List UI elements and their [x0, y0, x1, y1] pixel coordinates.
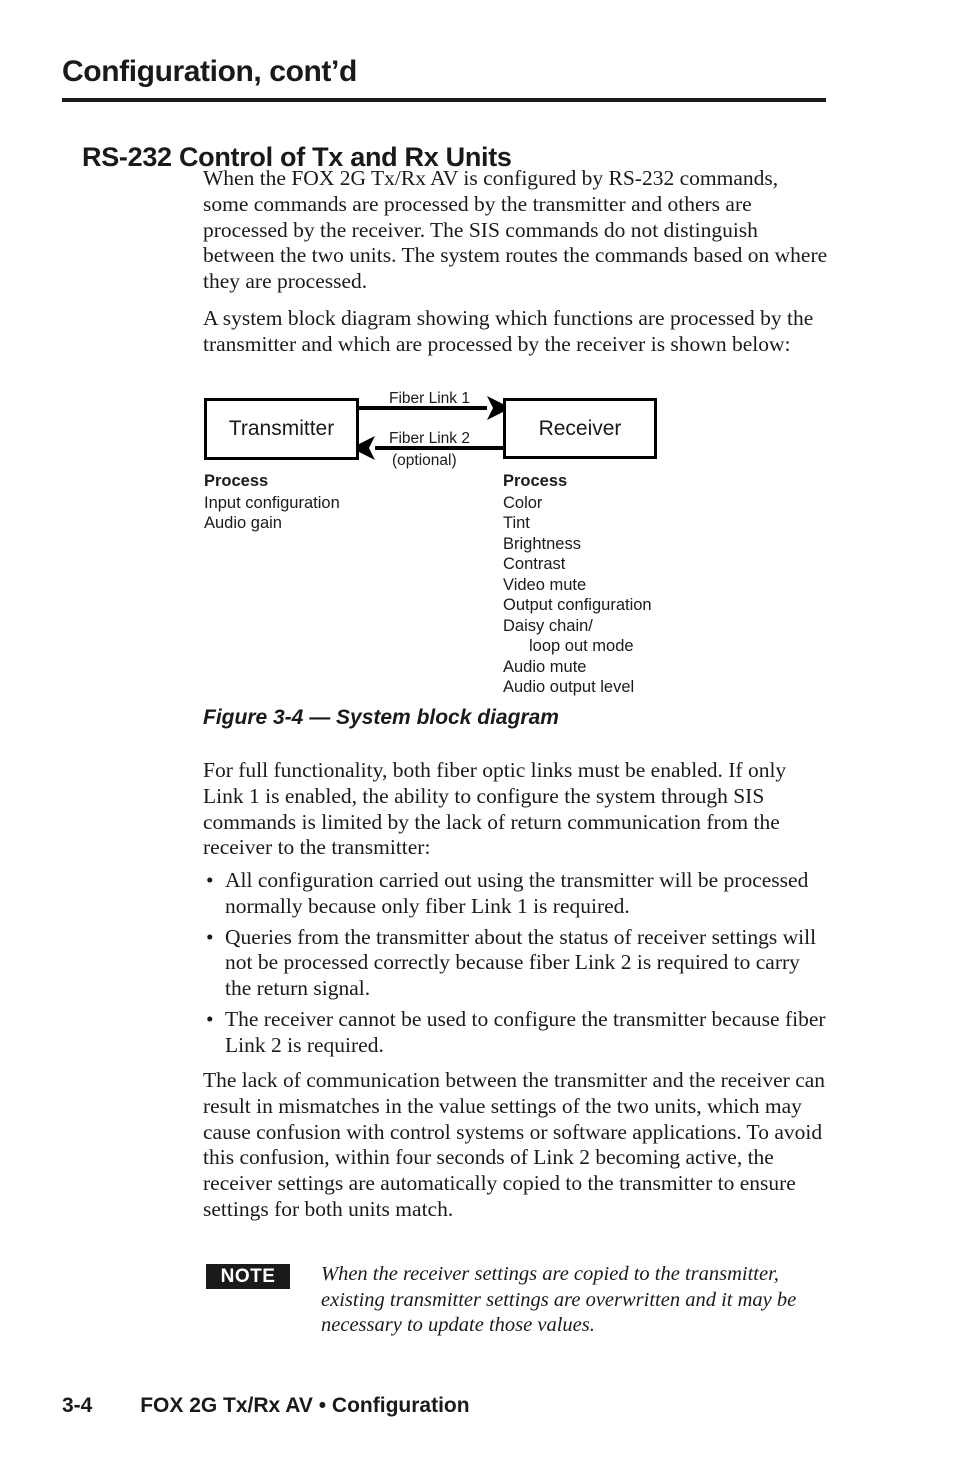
list-item-text: All configuration carried out using the transmitter will be processed normally because only fiber Link 1 is required. [225, 868, 809, 918]
list-item [203, 925, 828, 1002]
list-item [203, 868, 828, 920]
receiver-process-item: Color [503, 493, 543, 512]
list-item [203, 1007, 828, 1059]
limitations-bullet-list [203, 868, 828, 1064]
header-divider-rule [62, 98, 826, 102]
footer-page-number: 3-4 [62, 1394, 93, 1417]
running-header-title: Configuration, cont’d [62, 55, 357, 88]
note-badge: NOTE [206, 1264, 290, 1289]
receiver-process-item: Audio mute [503, 657, 587, 676]
list-item-text: Queries from the transmitter about the status of receiver settings will not be processed correctly because fiber Link 2 is required to carry the return signal. [225, 924, 817, 1001]
diagram-node-transmitter-label: Transmitter [228, 417, 335, 440]
bullet-glyph-icon: • [206, 868, 214, 892]
receiver-process-item: Tint [503, 514, 530, 532]
fiber-link-2-optional-label: (optional) [392, 452, 457, 469]
section-heading: RS-232 Control of Tx and Rx Units [82, 142, 512, 173]
footer-document-title: FOX 2G Tx/Rx AV • Configuration [140, 1394, 470, 1417]
system-block-diagram [195, 380, 695, 700]
transmitter-process-item: Audio gain [204, 514, 282, 532]
diagram-node-receiver [503, 398, 657, 459]
receiver-process-item: loop out mode [529, 637, 634, 655]
list-item-text: The receiver cannot be used to configure the transmitter because fiber Link 2 is required. [225, 1006, 826, 1057]
transmitter-process-title: Process [204, 472, 269, 490]
note-text: When the receiver settings are copied to the transmitter, existing transmitter settings are overwritten and it may be necessary to update those values. [321, 1263, 797, 1336]
paragraph-block-diagram-lead-in: A system block diagram showing which functions are processed by the transmitter and which are processed by the receiver is shown below: [203, 306, 814, 356]
bullet-glyph-icon: • [206, 1006, 214, 1031]
figure-caption: Figure 3-4 — System block diagram [203, 706, 559, 729]
receiver-process-item: Output configuration [503, 596, 652, 614]
page-footer [62, 1394, 470, 1418]
fiber-link-1-label: Fiber Link 1 [389, 390, 470, 407]
transmitter-process-item: Input configuration [204, 493, 340, 512]
receiver-process-item: Audio output level [503, 678, 635, 696]
note-callout [203, 1262, 828, 1339]
receiver-process-item: Contrast [503, 555, 566, 573]
diagram-node-receiver-label: Receiver [538, 416, 622, 440]
receiver-process-title: Process [503, 472, 568, 490]
receiver-process-item: Video mute [503, 575, 587, 594]
receiver-process-item: Daisy chain/ [503, 616, 593, 635]
paragraph-after-figure: For full functionality, both fiber optic links must be enabled. If only Link 1 is enabled, the ability to configure the system through SIS commands is limited by the lack of return communication from the receiver to the transmitter: [203, 758, 787, 860]
receiver-process-list [503, 471, 652, 698]
transmitter-process-list [204, 471, 340, 534]
receiver-process-item: Brightness [503, 534, 581, 553]
diagram-node-transmitter [204, 398, 359, 460]
bullet-glyph-icon: • [206, 924, 214, 949]
fiber-link-2-label: Fiber Link 2 [389, 430, 470, 447]
paragraph-final: The lack of communication between the transmitter and the receiver can result in mismatches in the value settings of the two units, which may cause confusion with control systems or software applications. To avoid this confusion, within four seconds of Link 2 becoming active, the receiver settings are automatically copied to the transmitter to ensure settings for both units match. [203, 1068, 826, 1221]
paragraph-intro: When the FOX 2G Tx/Rx AV is configured by RS-232 commands, some commands are processed by the transmitter and others are processed by the receiver. The SIS commands do not distinguish between the two units. The system routes the commands based on where they are processed. [203, 166, 828, 294]
